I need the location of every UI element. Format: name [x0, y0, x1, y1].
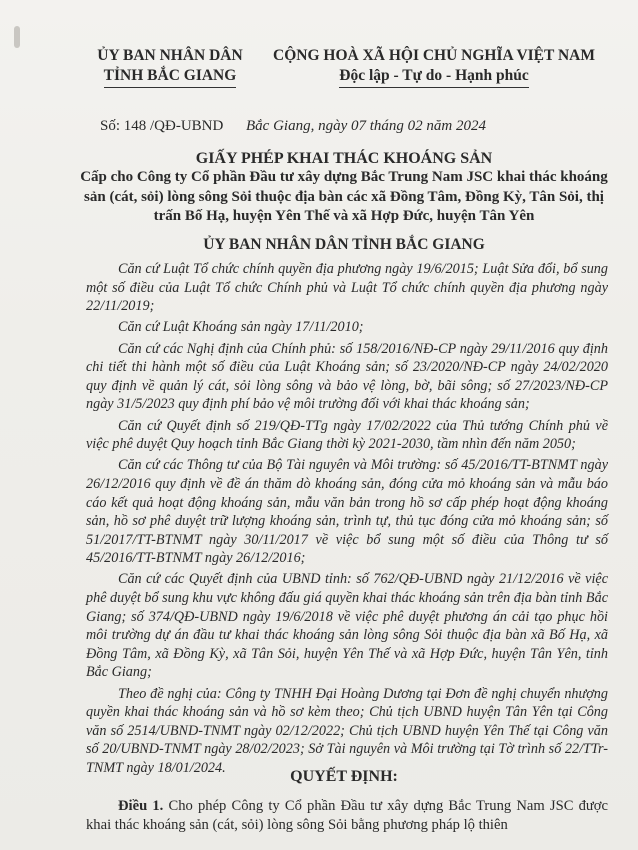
legal-bases	[86, 260, 608, 778]
basis-paragraph: Căn cứ các Thông tư của Bộ Tài nguyên và Môi trường: số 45/2016/TT-BTNMT ngày 26/12/2016 quy định về đề án thăm dò khoáng sản, đóng cửa mỏ khoáng sản và mẫu báo cáo kết quả hoạt động khoáng sản, mẫu văn bản trong hồ sơ cấp phép hoạt động khoáng sản, hồ sơ phê duyệt trữ lượng khoáng sản, trình tự, thủ tục đóng cửa mỏ khoáng sản; số 51/2017/TT-BTNMT ngày 30/11/2017 về việc bổ sung một số điều của Thông tư số 45/2016/TT-BTNMT ngày 26/12/2016;	[86, 457, 608, 567]
number-date-line	[100, 118, 598, 138]
article-1-lead: Điều 1.	[118, 798, 164, 814]
document-subtitle: Cấp cho Công ty Cổ phần Đầu tư xây dựng Bắc Trung Nam JSC khai thác khoáng sản (cát, sỏi) lòng sông Sỏi thuộc địa bàn các xã Đồng Tâm, Đồng Kỳ, Tân Sỏi, thị trấn Bố Hạ, huyện Yên Thế và xã Hợp Đức, huyện Tân Yên	[80, 169, 608, 224]
document-date: Bắc Giang, ngày 07 tháng 02 năm 2024	[246, 118, 486, 134]
basis-paragraph: Theo đề nghị của: Công ty TNHH Đại Hoàng Dương tại Đơn đề nghị chuyển nhượng quyền khai thác khoáng sản và hồ sơ kèm theo; Chủ tịch UBND huyện Tân Yên tại Công văn số 2514/UBND-TNMT ngày 02/12/2022; Chủ tịch UBND huyện Yên Thế tại Công văn số 20/UBND-TNMT ngày 28/02/2023; Sở Tài nguyên và Môi trường tại Tờ trình số 22/TTr-TNMT ngày 18/01/2024.	[86, 685, 608, 776]
issuer-heading: ỦY BAN NHÂN DÂN TỈNH BẮC GIANG	[203, 236, 485, 253]
basis-paragraph: Căn cứ Luật Tổ chức chính quyền địa phương ngày 19/6/2015; Luật Sửa đổi, bổ sung một số điều của Luật Tổ chức Chính phủ và Luật Tổ chức chính quyền địa phương ngày 22/11/2019;	[86, 261, 608, 315]
motto-line1: CỘNG HOÀ XÃ HỘI CHỦ NGHĨA VIỆT NAM	[273, 47, 595, 64]
basis-paragraph: Căn cứ Luật Khoáng sản ngày 17/11/2010;	[118, 319, 364, 336]
decision-heading: QUYẾT ĐỊNH:	[290, 768, 398, 785]
national-motto	[254, 46, 614, 88]
article-1	[86, 797, 608, 835]
punch-hole-mark	[14, 26, 20, 48]
document-title: GIẤY PHÉP KHAI THÁC KHOÁNG SẢN	[195, 150, 493, 167]
document-header	[78, 46, 610, 106]
basis-paragraph: Căn cứ các Nghị định của Chính phủ: số 158/2016/NĐ-CP ngày 29/11/2016 quy định chi tiết thi hành một số điều của Luật Khoáng sản; số 23/2020/NĐ-CP ngày 24/02/2020 quy định về quản lý cát, sỏi lòng sông và bảo vệ lòng, bờ, bãi sông; số 27/2023/NĐ-CP ngày 31/5/2023 quy định phí bảo vệ môi trường đối với khai thác khoáng sản;	[86, 340, 608, 413]
authority-line2: TỈNH BẮC GIANG	[104, 66, 237, 88]
basis-paragraph: Căn cứ Quyết định số 219/QĐ-TTg ngày 17/02/2022 của Thủ tướng Chính phủ về việc phê duyệt Quy hoạch tỉnh Bắc Giang thời kỳ 2021-2030, tầm nhìn đến năm 2050;	[86, 417, 608, 453]
document-number: Số: 148 /QĐ-UBND	[100, 118, 224, 134]
issuing-authority	[90, 46, 250, 88]
motto-line2: Độc lập - Tự do - Hạnh phúc	[339, 66, 528, 88]
article-1-text: Cho phép Công ty Cổ phần Đầu tư xây dựng Bắc Trung Nam JSC được khai thác khoáng sản (cát, sỏi) lòng sông Sỏi bằng phương pháp lộ thiên	[86, 798, 609, 833]
basis-paragraph: Căn cứ các Quyết định của UBND tỉnh: số 762/QĐ-UBND ngày 21/12/2016 về việc phê duyệt bổ sung khu vực không đấu giá quyền khai thác khoáng sản trên địa bàn tỉnh Bắc Giang; số 374/QĐ-UBND ngày 19/6/2018 về việc phê duyệt phương án cải tạo phục hồi môi trường dự án đầu tư khai thác khoáng sản lòng sông Sỏi thuộc địa bàn xã Bố Hạ, xã Đồng Tâm, xã Đồng Kỳ, xã Tân Sỏi, huyện Yên Thế và xã Hợp Đức, huyện Tân Yên, tỉnh Bắc Giang;	[86, 571, 608, 681]
authority-line1: ỦY BAN NHÂN DÂN	[97, 47, 243, 64]
